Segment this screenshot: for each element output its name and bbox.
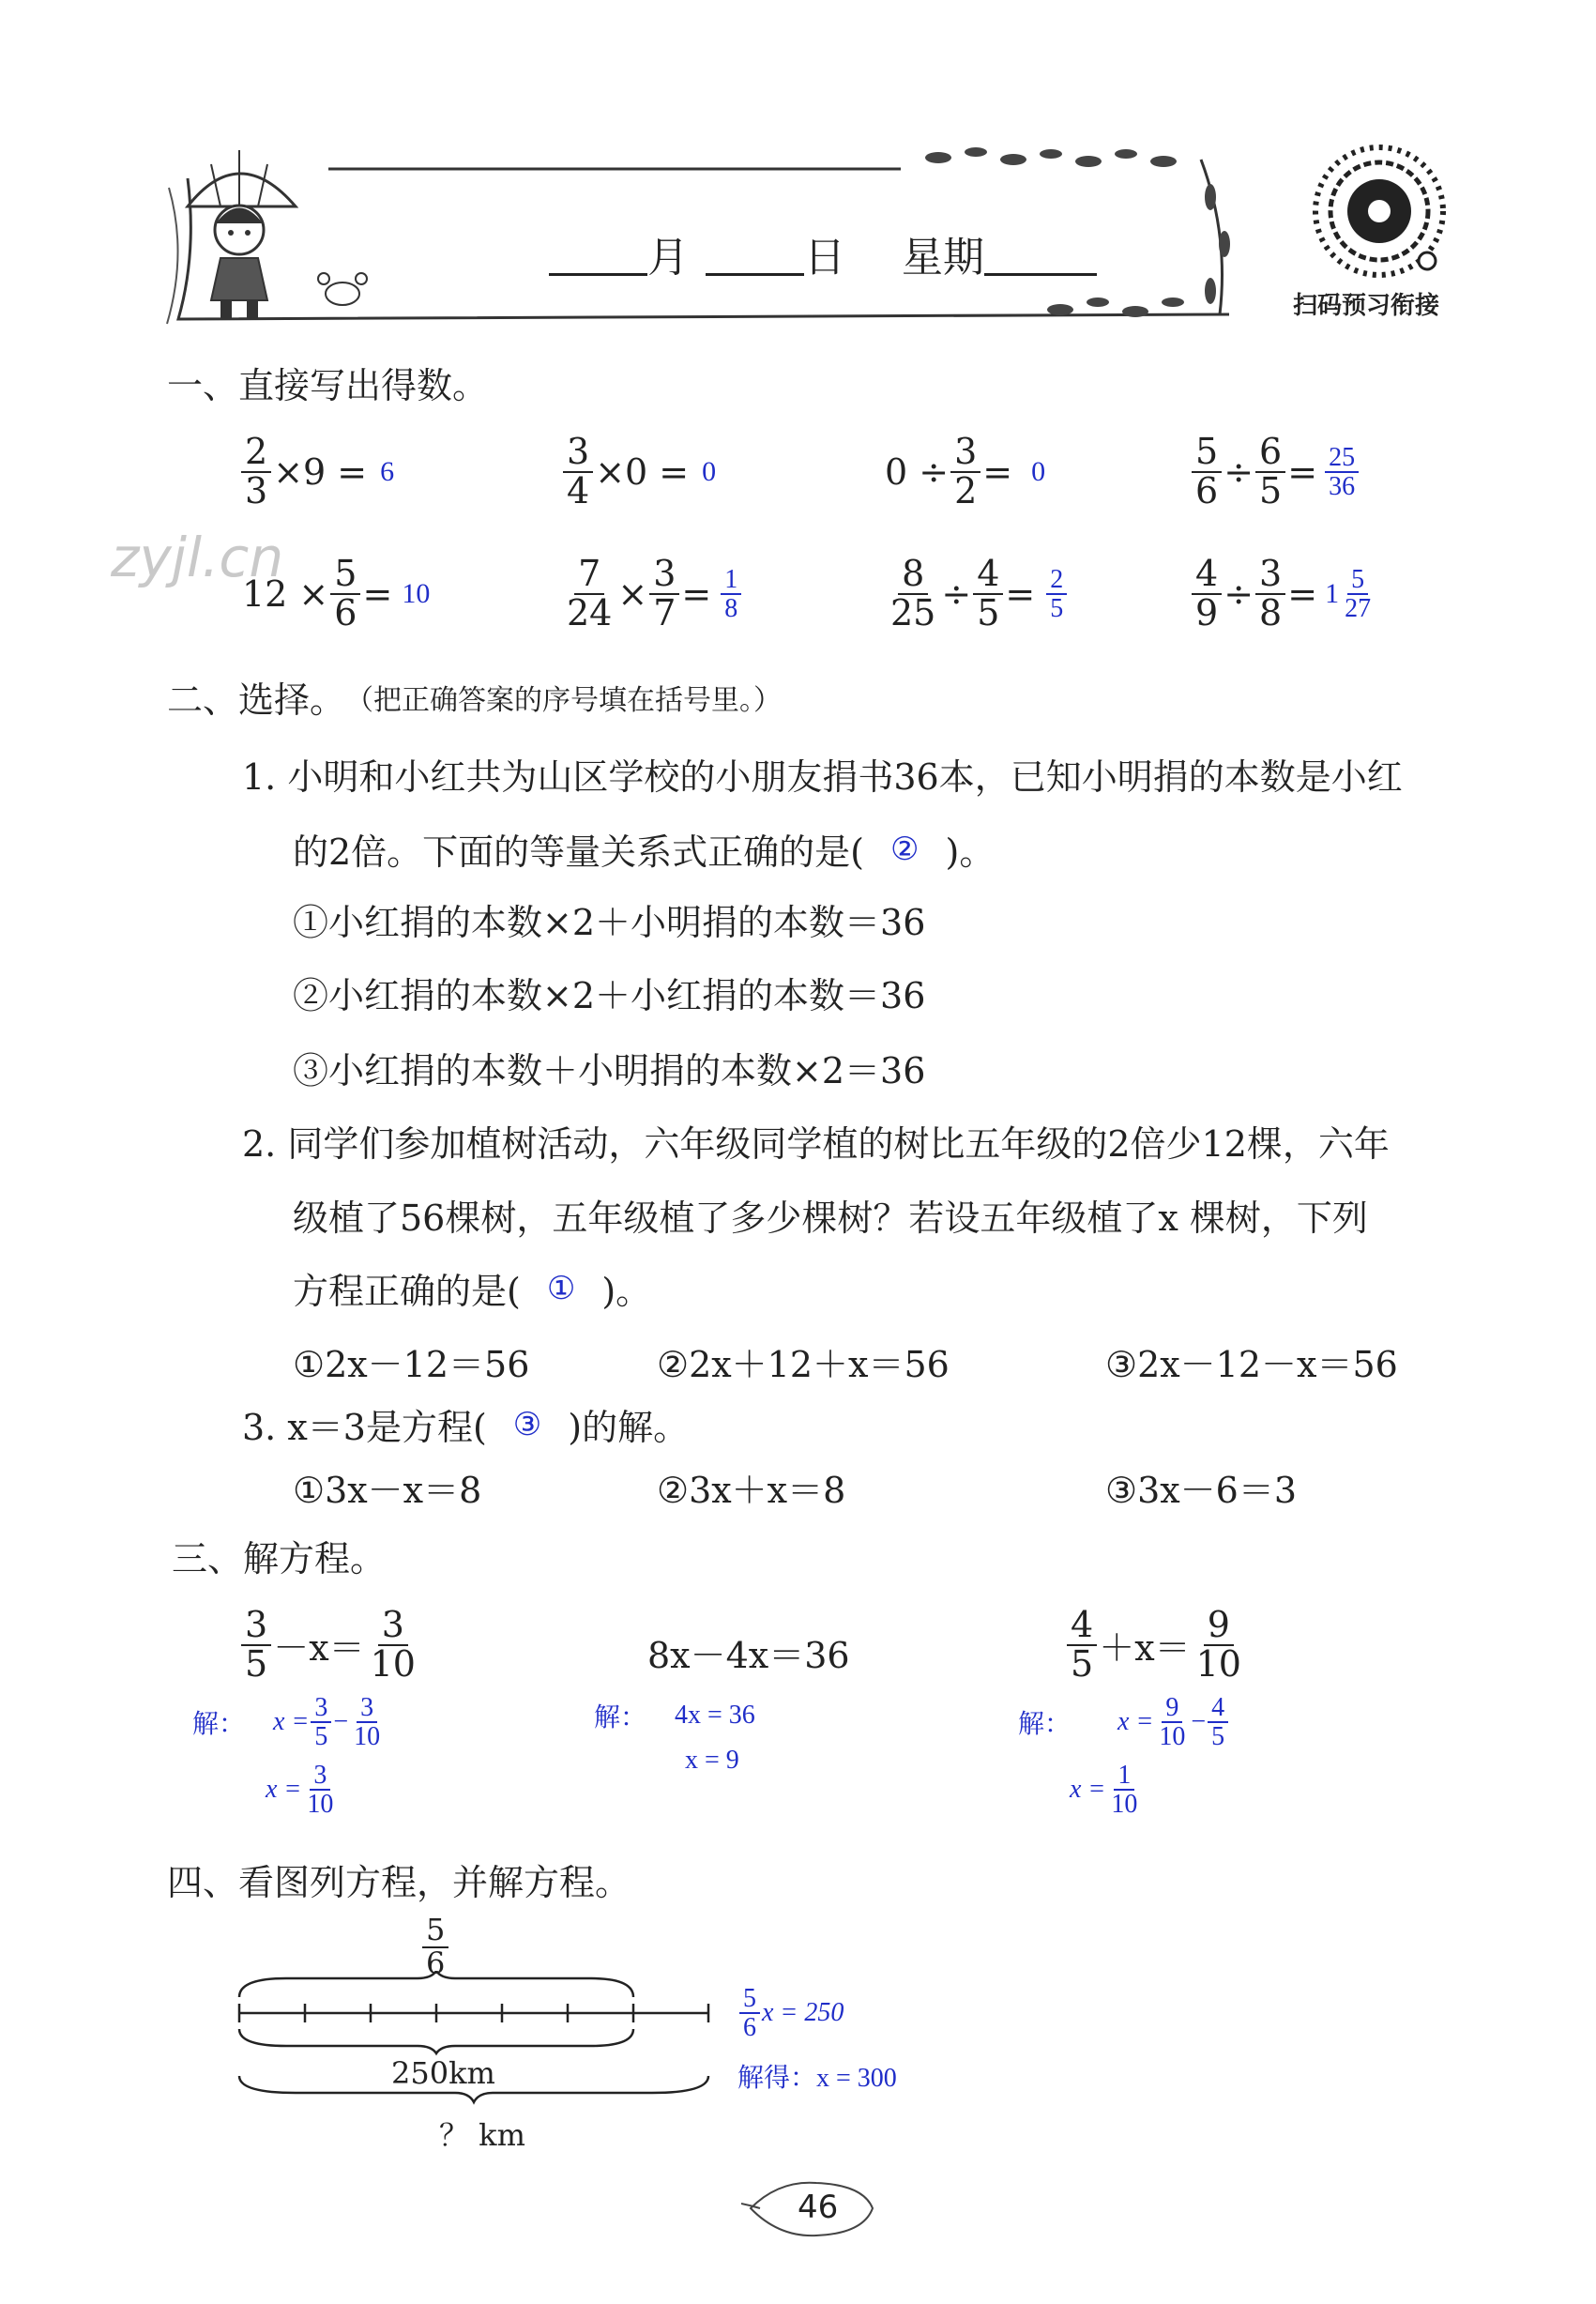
q1-line2 <box>293 823 995 875</box>
section-1-title: 一、直接写出得数。 <box>167 365 489 406</box>
equation-mid: ＋x＝ <box>1099 1627 1191 1670</box>
q1-answer[interactable]: ② <box>890 832 920 867</box>
weekday-label: 星期 <box>902 234 984 282</box>
calc-op: × <box>617 572 648 615</box>
section-2-heading <box>167 671 782 723</box>
frac-num: 3 <box>649 556 679 595</box>
frac-den: 8 <box>1259 591 1283 633</box>
month-blank[interactable] <box>549 232 647 276</box>
solution-op: − <box>333 1707 349 1737</box>
calc-op: ÷ <box>1224 450 1254 493</box>
equation-3 <box>1065 1604 1247 1685</box>
equation-1-solution-2 <box>266 1762 339 1819</box>
calc-2-3 <box>885 553 1069 633</box>
frac-num: 4 <box>1208 1694 1228 1723</box>
frac-num: 3 <box>1255 556 1285 595</box>
frac-den: 5 <box>1211 1722 1225 1752</box>
equation-mid: －x＝ <box>273 1627 365 1670</box>
frac-num: 5 <box>1192 434 1222 473</box>
calc-op: = <box>1287 572 1318 615</box>
solution-label: 解： <box>1018 1710 1072 1740</box>
q2-answer[interactable]: ① <box>546 1271 576 1306</box>
frac-num: 4 <box>973 556 1003 595</box>
frac-num: 9 <box>1204 1607 1234 1646</box>
frac-den: 10 <box>1111 1790 1138 1820</box>
frac-num: 3 <box>310 1762 330 1791</box>
calc-1-2 <box>561 431 717 511</box>
equation-1-solution-1 <box>192 1694 386 1751</box>
girl-umbrella-illustration <box>169 141 310 328</box>
frac-den: 10 <box>1195 1642 1241 1685</box>
section-3-title: 三、解方程。 <box>172 1538 387 1579</box>
solution-label: 解： <box>594 1703 647 1732</box>
frac-den: 10 <box>370 1642 416 1685</box>
frac-num: 7 <box>574 556 604 595</box>
q1-stem: 的2倍。下面的等量关系式正确的是( <box>293 832 865 873</box>
frac-den: 24 <box>567 591 613 633</box>
answer-num: 5 <box>1347 566 1368 595</box>
q3-option-3: ③3x－6＝3 <box>1105 1470 1298 1511</box>
frac-num: 3 <box>241 1607 271 1646</box>
frac-den: 25 <box>890 591 936 633</box>
frac-num: 3 <box>311 1694 331 1723</box>
q2-line2: 级植了56棵树，五年级植了多少棵树？若设五年级植了x 棵树，下列 <box>293 1198 1368 1239</box>
q2-option-3: ③2x－12－x＝56 <box>1105 1344 1398 1385</box>
q1-line1: 1. 小明和小红共为山区学校的小朋友捐书36本，已知小明捐的本数是小红 <box>242 756 1403 798</box>
month-label: 月 <box>647 234 689 282</box>
q3-line1 <box>242 1398 689 1450</box>
equation-2-solution-2: x = 9 <box>685 1746 739 1775</box>
frac-num: 3 <box>563 434 593 473</box>
answer-whole: 1 <box>1325 577 1340 609</box>
q3-option-2: ②3x＋x＝8 <box>657 1470 846 1511</box>
frac-den: 5 <box>977 591 1000 633</box>
calc-1-1 <box>239 431 395 511</box>
equation-1 <box>239 1604 421 1685</box>
frac-den: 4 <box>567 469 590 511</box>
solution-var: x = <box>1070 1775 1106 1805</box>
q3-stem: 3. x＝3是方程( <box>242 1407 487 1448</box>
line-segment-diagram <box>230 1971 737 2121</box>
qr-caption: 扫码预习衔接 <box>1293 292 1440 320</box>
equation-3-solution-1 <box>1018 1694 1230 1751</box>
frac-num: 3 <box>357 1694 377 1723</box>
calc-op: = <box>362 572 393 615</box>
q2-line3 <box>293 1262 651 1314</box>
calc-op: ÷ <box>941 572 972 615</box>
top-brace <box>239 1971 633 1997</box>
qr-code-icon[interactable] <box>1309 141 1450 282</box>
answer-den: 36 <box>1329 471 1356 501</box>
calc-answer: 0 <box>1031 455 1046 487</box>
section-2-note: （把正确答案的序号填在括号里。） <box>345 683 783 717</box>
date-line <box>549 223 1097 283</box>
frac-den: 5 <box>314 1722 328 1752</box>
frac-num: 5 <box>330 556 360 595</box>
frac-den: 6 <box>743 2013 756 2043</box>
diagram-fraction <box>422 1912 448 1981</box>
calc-op: = <box>1287 450 1318 493</box>
calc-1-3 <box>885 431 1046 511</box>
solution-var: x = <box>273 1707 310 1737</box>
frac-den: 3 <box>245 469 268 511</box>
frac-num: 2 <box>241 434 271 473</box>
frac-den: 5 <box>1071 1642 1094 1685</box>
unknown-distance-label: ？ km <box>439 2117 525 2153</box>
known-distance-label: 250km <box>391 2055 495 2091</box>
page-number: 46 <box>798 2189 839 2226</box>
calc-2-1 <box>242 553 431 633</box>
calc-op: ×0 = <box>595 450 690 493</box>
frac-den: 5 <box>245 1642 268 1685</box>
weekday-blank[interactable] <box>984 232 1097 276</box>
section-2-title: 二、选择。 <box>167 679 346 721</box>
q2-close: )。 <box>601 1271 652 1312</box>
q3-answer[interactable]: ③ <box>512 1407 542 1442</box>
frac-num: 5 <box>422 1915 448 1948</box>
frac-den: 2 <box>954 469 978 511</box>
frac-num: 3 <box>950 434 980 473</box>
solution-label: 解： <box>192 1710 246 1740</box>
frac-den: 6 <box>426 1945 446 1981</box>
day-label: 日 <box>804 234 845 282</box>
answer-num: 1 <box>721 566 741 595</box>
q2-option-1: ①2x－12＝56 <box>293 1344 530 1385</box>
equation-3-solution-2 <box>1070 1762 1143 1819</box>
answer-den: 27 <box>1345 593 1372 623</box>
frac-den: 9 <box>1195 591 1219 633</box>
calc-answer: 0 <box>702 455 717 487</box>
frac-num: 4 <box>1067 1607 1097 1646</box>
frac-den: 10 <box>354 1722 381 1752</box>
calc-answer: 6 <box>380 455 395 487</box>
diagram-equation <box>737 1985 844 2042</box>
answer-num: 25 <box>1325 444 1359 473</box>
watermark: zyjl.cn <box>111 526 284 589</box>
calc-op: ×9 = <box>273 450 368 493</box>
calc-prefix: 0 ÷ <box>885 450 950 493</box>
answer-num: 2 <box>1046 566 1067 595</box>
solution-var: x = <box>266 1775 302 1805</box>
frac-num: 3 <box>378 1607 408 1646</box>
frac-num: 4 <box>1192 556 1222 595</box>
q2-line1: 2. 同学们参加植树活动，六年级同学植的树比五年级的2倍少12棵，六年 <box>242 1123 1390 1165</box>
q3-option-1: ①3x－x＝8 <box>293 1470 482 1511</box>
frac-den: 10 <box>307 1790 334 1820</box>
equation-2-solution-1 <box>594 1697 755 1734</box>
frac-num: 8 <box>898 556 928 595</box>
calc-op: = <box>982 450 1013 493</box>
q2-option-2: ②2x＋12＋x＝56 <box>657 1344 950 1385</box>
calc-op: = <box>681 572 712 615</box>
frac-num: 1 <box>1114 1762 1134 1791</box>
solution-var: x = <box>1117 1707 1154 1737</box>
answer-den: 8 <box>724 593 738 623</box>
calc-2-4 <box>1190 553 1376 633</box>
equation-rest: x = 250 <box>762 1998 844 2028</box>
calc-1-4 <box>1190 431 1360 511</box>
crab-icon <box>314 267 371 310</box>
q1-option-2: ②小红捐的本数×2＋小红捐的本数＝36 <box>293 975 926 1016</box>
solution-op: − <box>1191 1707 1207 1737</box>
q1-option-3: ③小红捐的本数＋小明捐的本数×2＝36 <box>293 1050 926 1091</box>
frac-den: 6 <box>334 591 357 633</box>
q3-close: )的解。 <box>568 1407 690 1448</box>
frac-den: 5 <box>1259 469 1283 511</box>
calc-answer: 10 <box>402 577 431 609</box>
solution-line: 4x = 36 <box>675 1701 755 1730</box>
frac-num: 5 <box>739 1985 760 2014</box>
answer-den: 5 <box>1050 593 1064 623</box>
middle-brace <box>239 2029 633 2053</box>
q1-close: )。 <box>945 832 996 873</box>
equation-2: 8x－4x＝36 <box>647 1635 850 1676</box>
calc-prefix: 12 × <box>242 572 329 615</box>
section-4-title: 四、看图列方程，并解方程。 <box>167 1862 631 1903</box>
frac-num: 9 <box>1162 1694 1182 1723</box>
q2-stem: 方程正确的是( <box>293 1271 521 1312</box>
calc-op: ÷ <box>1224 572 1254 615</box>
frac-den: 7 <box>653 591 676 633</box>
diagram-solution: 解得：x = 300 <box>737 2064 897 2093</box>
calc-op: = <box>1005 572 1036 615</box>
frac-den: 6 <box>1195 469 1219 511</box>
day-blank[interactable] <box>706 232 804 276</box>
frac-den: 10 <box>1159 1722 1186 1752</box>
calc-2-2 <box>561 553 743 633</box>
q1-option-1: ①小红捐的本数×2＋小明捐的本数＝36 <box>293 902 926 943</box>
frac-num: 6 <box>1255 434 1285 473</box>
